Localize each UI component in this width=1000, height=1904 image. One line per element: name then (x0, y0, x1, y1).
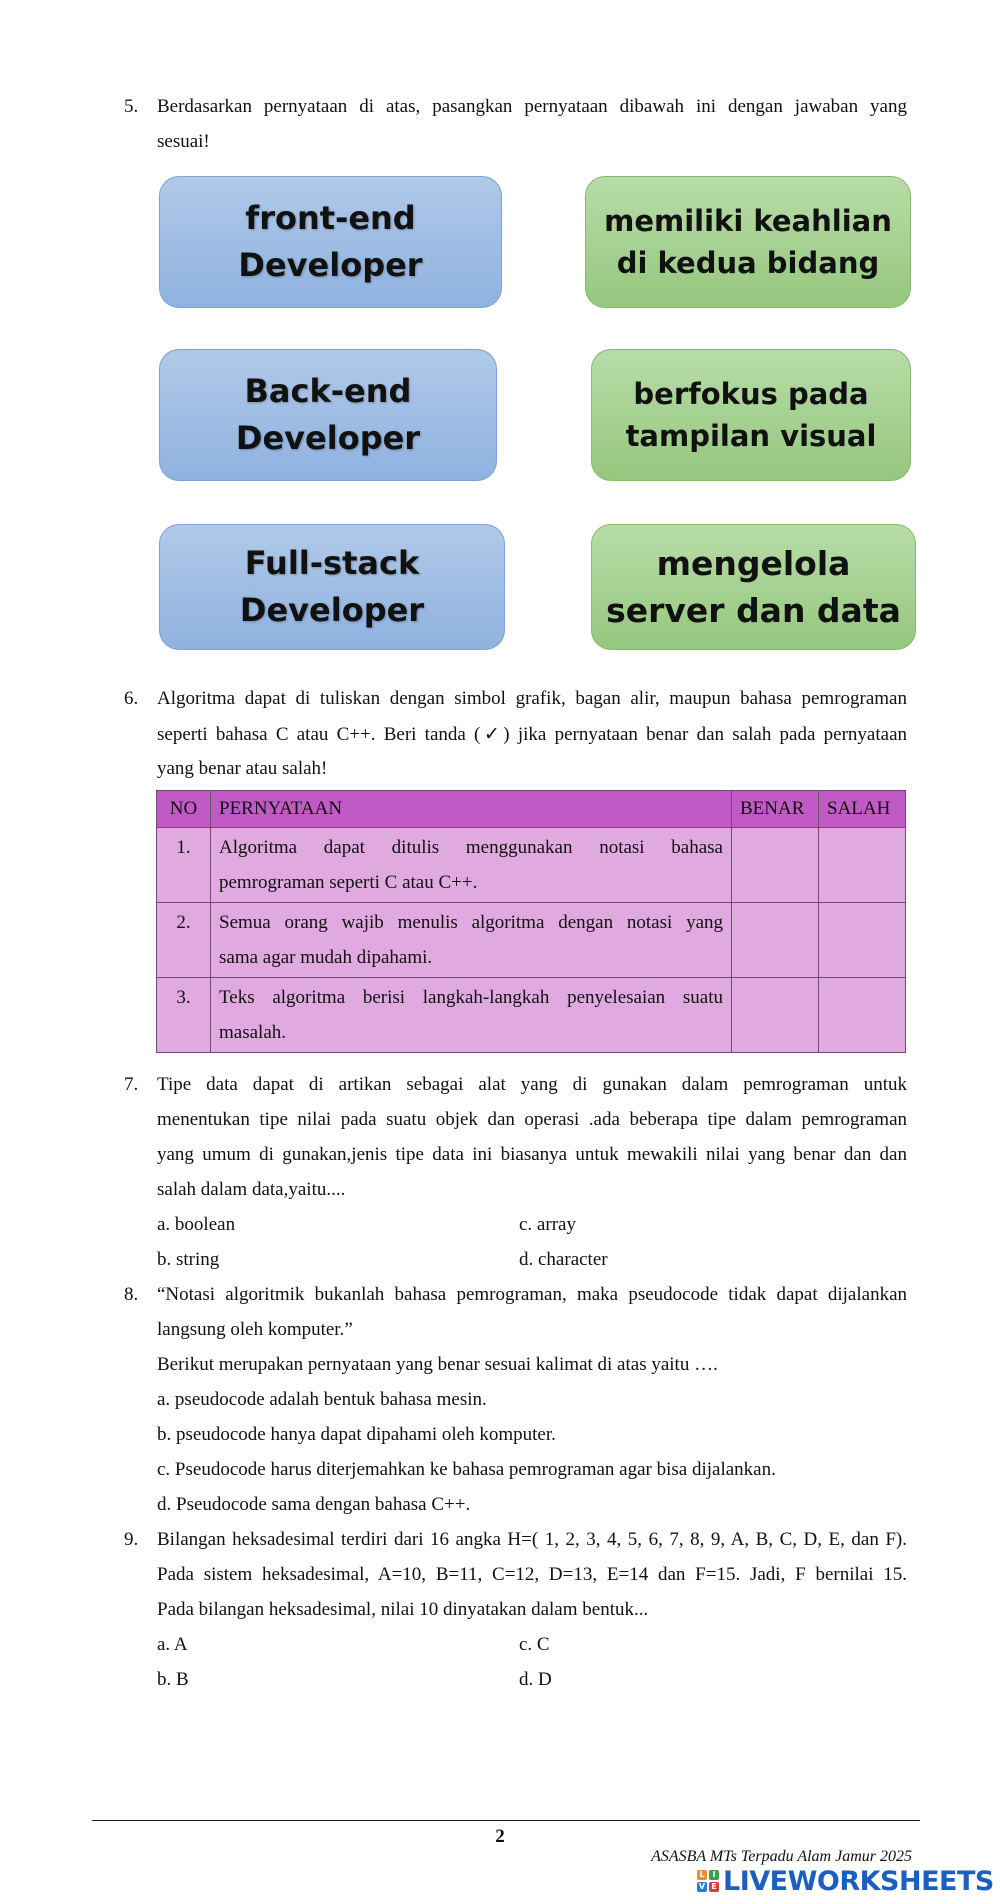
q9-option-b[interactable]: b. B (157, 1669, 189, 1690)
card-kedua-bidang[interactable] (585, 176, 911, 308)
q6-text-line2: seperti bahasa C atau C++. Beri tanda (✓) jika pernyataan benar dan salah pada pernyataan (157, 724, 907, 745)
card-label: berfokus pada tampilan visual (625, 377, 877, 453)
card-server-dan-data[interactable] (591, 524, 916, 650)
q6-number: 6. (124, 688, 139, 709)
q7-text-line2: menentukan tipe nilai pada suatu objek dan operasi .ada beberapa tipe dalam pemrograman (157, 1109, 907, 1130)
card-label: Back-end Developer (235, 372, 421, 457)
table-row (157, 828, 906, 903)
statement-line: Algoritma dapat ditulis menggunakan notasi bahasa (219, 837, 723, 858)
statement-line: Semua orang wajib menulis algoritma dengan notasi yang (219, 912, 723, 933)
header-benar: BENAR (732, 791, 819, 828)
q9-number: 9. (124, 1529, 139, 1550)
q7-option-d[interactable]: d. character (519, 1249, 608, 1270)
row-number: 1. (157, 828, 211, 903)
q8-text-line1: “Notasi algoritmik bukanlah bahasa pemrograman, maka pseudocode tidak dapat dijalankan (157, 1284, 907, 1305)
q9-text-line1: Bilangan heksadesimal terdiri dari 16 angka H=( 1, 2, 3, 4, 5, 6, 7, 8, 9, A, B, C, D, E, dan F). (157, 1529, 907, 1550)
benar-checkbox-cell[interactable] (732, 978, 819, 1053)
row-statement (211, 903, 732, 978)
logo-icon (697, 1870, 719, 1892)
q9-option-c[interactable]: c. C (519, 1634, 550, 1655)
q9-text-line3: Pada bilangan heksadesimal, nilai 10 dinyatakan dalam bentuk... (157, 1599, 649, 1620)
card-full-stack-developer[interactable] (159, 524, 505, 650)
q8-option-b[interactable]: b. pseudocode hanya dapat dipahami oleh komputer. (157, 1424, 556, 1445)
q7-number: 7. (124, 1074, 139, 1095)
card-label: Full-stack Developer (239, 544, 425, 629)
statement-table (156, 790, 906, 1053)
logo-tile: I (709, 1870, 719, 1880)
q8-text-line2: langsung oleh komputer.” (157, 1319, 353, 1340)
card-label: memiliki keahlian di kedua bidang (604, 204, 892, 280)
q6-text-line3: yang benar atau salah! (157, 758, 328, 779)
logo-tile: L (697, 1870, 707, 1880)
school-name: ASASBA MTs Terpadu Alam Jamur 2025 (651, 1848, 912, 1865)
salah-checkbox-cell[interactable] (819, 828, 906, 903)
q7-option-c[interactable]: c. array (519, 1214, 576, 1235)
salah-checkbox-cell[interactable] (819, 978, 906, 1053)
row-statement (211, 828, 732, 903)
q7-option-a[interactable]: a. boolean (157, 1214, 236, 1235)
table-row (157, 903, 906, 978)
statement-line: pemrograman seperti C atau C++. (219, 872, 478, 893)
q8-option-c[interactable]: c. Pseudocode harus diterjemahkan ke bahasa pemrograman agar bisa dijalankan. (157, 1459, 776, 1480)
q7-text-line4: salah dalam data,yaitu.... (157, 1179, 346, 1200)
page-number: 2 (495, 1826, 505, 1847)
card-back-end-developer[interactable] (159, 349, 497, 481)
q9-option-d[interactable]: d. D (519, 1669, 552, 1690)
header-pernyataan: PERNYATAAN (211, 791, 732, 828)
card-label: front-end Developer (238, 199, 423, 284)
q7-text-line3: yang umum di gunakan,jenis tipe data ini biasanya untuk mewakili nilai yang benar dan dan (157, 1144, 907, 1165)
card-label: mengelola server dan data (606, 544, 901, 630)
card-tampilan-visual[interactable] (591, 349, 911, 481)
q8-prompt: Berikut merupakan pernyataan yang benar sesuai kalimat di atas yaitu …. (157, 1354, 718, 1375)
q9-text-line2: Pada sistem heksadesimal, A=10, B=11, C=12, D=13, E=14 dan F=15. Jadi, F bernilai 15. (157, 1564, 907, 1585)
row-statement (211, 978, 732, 1053)
q6-text-line1: Algoritma dapat di tuliskan dengan simbol grafik, bagan alir, maupun bahasa pemrograman (157, 688, 907, 709)
row-number: 2. (157, 903, 211, 978)
table-row (157, 978, 906, 1053)
q8-number: 8. (124, 1284, 139, 1305)
footer-divider (92, 1820, 920, 1821)
header-no: NO (157, 791, 211, 828)
q8-option-a[interactable]: a. pseudocode adalah bentuk bahasa mesin. (157, 1389, 487, 1410)
q7-option-b[interactable]: b. string (157, 1249, 220, 1270)
logo-text: LIVEWORKSHEETS (723, 1865, 994, 1897)
header-salah: SALAH (819, 791, 906, 828)
benar-checkbox-cell[interactable] (732, 828, 819, 903)
statement-line: sama agar mudah dipahami. (219, 947, 433, 968)
q7-text-line1: Tipe data dapat di artikan sebagai alat yang di gunakan dalam pemrograman untuk (157, 1074, 907, 1095)
card-front-end-developer[interactable] (159, 176, 502, 308)
table-header-row (157, 791, 906, 828)
q5-text-line1: Berdasarkan pernyataan di atas, pasangkan pernyataan dibawah ini dengan jawaban yang (157, 96, 907, 117)
q8-option-d[interactable]: d. Pseudocode sama dengan bahasa C++. (157, 1494, 471, 1515)
salah-checkbox-cell[interactable] (819, 903, 906, 978)
row-number: 3. (157, 978, 211, 1053)
statement-line: masalah. (219, 1022, 287, 1043)
q5-number: 5. (124, 96, 139, 117)
q9-option-a[interactable]: a. A (157, 1634, 188, 1655)
logo-tile: V (698, 1882, 706, 1891)
liveworksheets-logo[interactable] (697, 1866, 997, 1896)
q5-text-line2: sesuai! (157, 131, 210, 152)
statement-line: Teks algoritma berisi langkah-langkah penyelesaian suatu (219, 987, 723, 1008)
benar-checkbox-cell[interactable] (732, 903, 819, 978)
logo-tile: E (709, 1882, 719, 1892)
